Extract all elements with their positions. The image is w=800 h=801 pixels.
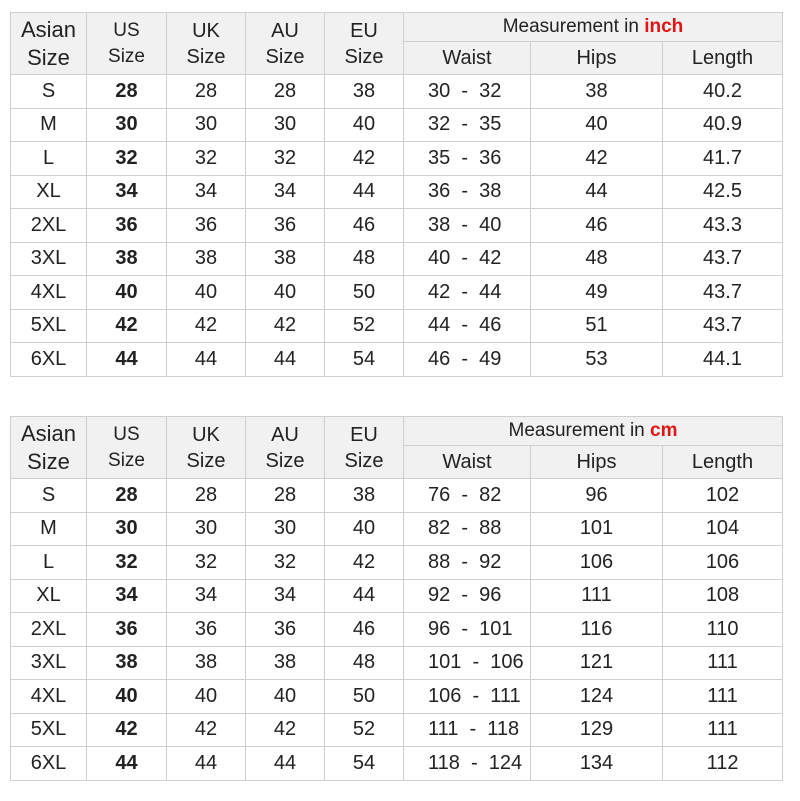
header-au-size: AU Size	[246, 417, 325, 479]
cell-us-size: 44	[87, 343, 167, 377]
cell-au-size: 30	[246, 512, 325, 546]
cell-hips: 121	[531, 646, 663, 680]
cell-uk-size: 40	[167, 680, 246, 714]
cell-au-size: 44	[246, 747, 325, 781]
size-chart-cm	[10, 416, 783, 781]
cell-uk-size: 42	[167, 309, 246, 343]
unit-label: cm	[650, 420, 678, 441]
cell-waist: 96 - 101	[404, 613, 531, 647]
cell-hips: 42	[531, 142, 663, 176]
cell-uk-size: 36	[167, 613, 246, 647]
cell-eu-size: 46	[325, 613, 404, 647]
cell-length: 112	[663, 747, 783, 781]
cell-length: 106	[663, 546, 783, 580]
cell-au-size: 40	[246, 276, 325, 310]
cell-uk-size: 30	[167, 108, 246, 142]
cell-eu-size: 52	[325, 713, 404, 747]
table-row	[11, 646, 783, 680]
cell-us-size: 42	[87, 309, 167, 343]
cell-waist: 118 - 124	[404, 747, 531, 781]
cell-asian-size: 6XL	[11, 343, 87, 377]
table-row	[11, 242, 783, 276]
cell-eu-size: 42	[325, 546, 404, 580]
table-row	[11, 512, 783, 546]
cell-asian-size: M	[11, 512, 87, 546]
table-row	[11, 75, 783, 109]
cell-au-size: 42	[246, 309, 325, 343]
cell-uk-size: 28	[167, 479, 246, 513]
cell-waist: 111 - 118	[404, 713, 531, 747]
cell-hips: 111	[531, 579, 663, 613]
header-asian-size: Asian Size	[11, 417, 87, 479]
cell-au-size: 38	[246, 242, 325, 276]
cell-eu-size: 38	[325, 479, 404, 513]
cell-au-size: 44	[246, 343, 325, 377]
cell-uk-size: 30	[167, 512, 246, 546]
cell-length: 40.2	[663, 75, 783, 109]
cell-length: 43.3	[663, 209, 783, 243]
table-row	[11, 276, 783, 310]
cell-waist: 36 - 38	[404, 175, 531, 209]
cell-asian-size: XL	[11, 579, 87, 613]
cell-uk-size: 32	[167, 142, 246, 176]
cell-hips: 38	[531, 75, 663, 109]
table-row	[11, 108, 783, 142]
cell-uk-size: 42	[167, 713, 246, 747]
cell-eu-size: 54	[325, 747, 404, 781]
header-hips: Hips	[531, 446, 663, 479]
cell-uk-size: 34	[167, 175, 246, 209]
cell-hips: 129	[531, 713, 663, 747]
cell-hips: 49	[531, 276, 663, 310]
cell-asian-size: XL	[11, 175, 87, 209]
cell-us-size: 36	[87, 613, 167, 647]
cell-length: 110	[663, 613, 783, 647]
cell-hips: 44	[531, 175, 663, 209]
cell-asian-size: 4XL	[11, 276, 87, 310]
cell-waist: 46 - 49	[404, 343, 531, 377]
cell-asian-size: 2XL	[11, 613, 87, 647]
cell-asian-size: S	[11, 479, 87, 513]
cell-asian-size: 6XL	[11, 747, 87, 781]
header-eu-size: EU Size	[325, 417, 404, 479]
header-measurement-inch: Measurement in inch	[404, 13, 783, 42]
cell-uk-size: 32	[167, 546, 246, 580]
cell-hips: 53	[531, 343, 663, 377]
cell-us-size: 34	[87, 579, 167, 613]
table-row	[11, 142, 783, 176]
cell-us-size: 44	[87, 747, 167, 781]
cell-length: 111	[663, 646, 783, 680]
header-length: Length	[663, 42, 783, 75]
cell-length: 43.7	[663, 309, 783, 343]
header-au-size: AU Size	[246, 13, 325, 75]
cell-au-size: 40	[246, 680, 325, 714]
cell-us-size: 28	[87, 479, 167, 513]
cell-length: 111	[663, 680, 783, 714]
cell-au-size: 28	[246, 75, 325, 109]
cell-waist: 92 - 96	[404, 579, 531, 613]
cell-eu-size: 44	[325, 579, 404, 613]
cell-eu-size: 40	[325, 512, 404, 546]
header-length: Length	[663, 446, 783, 479]
cell-waist: 82 - 88	[404, 512, 531, 546]
unit-label: inch	[644, 16, 684, 37]
cell-waist: 35 - 36	[404, 142, 531, 176]
cell-length: 40.9	[663, 108, 783, 142]
cell-uk-size: 38	[167, 646, 246, 680]
header-uk-size: UK Size	[167, 417, 246, 479]
cell-eu-size: 44	[325, 175, 404, 209]
cell-us-size: 30	[87, 108, 167, 142]
cell-waist: 101 - 106	[404, 646, 531, 680]
cell-asian-size: S	[11, 75, 87, 109]
cell-hips: 96	[531, 479, 663, 513]
cell-length: 43.7	[663, 242, 783, 276]
cell-asian-size: 2XL	[11, 209, 87, 243]
cell-uk-size: 44	[167, 343, 246, 377]
cell-length: 42.5	[663, 175, 783, 209]
cell-asian-size: 5XL	[11, 713, 87, 747]
cell-waist: 40 - 42	[404, 242, 531, 276]
cell-us-size: 34	[87, 175, 167, 209]
cell-eu-size: 48	[325, 646, 404, 680]
cell-waist: 38 - 40	[404, 209, 531, 243]
cell-us-size: 28	[87, 75, 167, 109]
cell-au-size: 38	[246, 646, 325, 680]
cell-au-size: 32	[246, 142, 325, 176]
cell-asian-size: 3XL	[11, 646, 87, 680]
cell-au-size: 28	[246, 479, 325, 513]
header-waist: Waist	[404, 446, 531, 479]
cell-eu-size: 48	[325, 242, 404, 276]
cell-us-size: 42	[87, 713, 167, 747]
cell-asian-size: M	[11, 108, 87, 142]
header-eu-size: EU Size	[325, 13, 404, 75]
cell-uk-size: 44	[167, 747, 246, 781]
cell-eu-size: 38	[325, 75, 404, 109]
cell-au-size: 42	[246, 713, 325, 747]
cell-us-size: 32	[87, 142, 167, 176]
cell-asian-size: 4XL	[11, 680, 87, 714]
header-measurement-cm: Measurement in cm	[404, 417, 783, 446]
cell-uk-size: 40	[167, 276, 246, 310]
table-row	[11, 309, 783, 343]
cell-us-size: 38	[87, 646, 167, 680]
cell-waist: 30 - 32	[404, 75, 531, 109]
cell-uk-size: 38	[167, 242, 246, 276]
cell-hips: 106	[531, 546, 663, 580]
cell-us-size: 40	[87, 680, 167, 714]
cell-eu-size: 46	[325, 209, 404, 243]
cell-au-size: 36	[246, 613, 325, 647]
cell-length: 43.7	[663, 276, 783, 310]
table-row	[11, 613, 783, 647]
cell-us-size: 40	[87, 276, 167, 310]
cell-us-size: 38	[87, 242, 167, 276]
table-row	[11, 343, 783, 377]
table-row	[11, 546, 783, 580]
table-row	[11, 479, 783, 513]
cell-eu-size: 54	[325, 343, 404, 377]
cell-length: 111	[663, 713, 783, 747]
table-row	[11, 713, 783, 747]
cell-eu-size: 52	[325, 309, 404, 343]
cell-length: 102	[663, 479, 783, 513]
cell-asian-size: 5XL	[11, 309, 87, 343]
cell-us-size: 32	[87, 546, 167, 580]
cell-asian-size: L	[11, 142, 87, 176]
cell-hips: 101	[531, 512, 663, 546]
cell-uk-size: 28	[167, 75, 246, 109]
cell-asian-size: 3XL	[11, 242, 87, 276]
cell-asian-size: L	[11, 546, 87, 580]
header-uk-size: UK Size	[167, 13, 246, 75]
cell-hips: 124	[531, 680, 663, 714]
cell-hips: 48	[531, 242, 663, 276]
cell-waist: 44 - 46	[404, 309, 531, 343]
table-row	[11, 175, 783, 209]
cell-waist: 42 - 44	[404, 276, 531, 310]
cell-waist: 106 - 111	[404, 680, 531, 714]
header-us-size: US Size	[87, 417, 167, 479]
cell-hips: 40	[531, 108, 663, 142]
cell-waist: 76 - 82	[404, 479, 531, 513]
cell-length: 108	[663, 579, 783, 613]
header-hips: Hips	[531, 42, 663, 75]
cell-waist: 32 - 35	[404, 108, 531, 142]
table-row	[11, 747, 783, 781]
cell-uk-size: 36	[167, 209, 246, 243]
cell-eu-size: 40	[325, 108, 404, 142]
cell-au-size: 34	[246, 579, 325, 613]
cell-hips: 46	[531, 209, 663, 243]
cell-au-size: 32	[246, 546, 325, 580]
cell-au-size: 34	[246, 175, 325, 209]
header-asian-size: Asian Size	[11, 13, 87, 75]
header-us-size: US Size	[87, 13, 167, 75]
cell-au-size: 36	[246, 209, 325, 243]
cell-length: 44.1	[663, 343, 783, 377]
cell-waist: 88 - 92	[404, 546, 531, 580]
table-row	[11, 680, 783, 714]
cell-uk-size: 34	[167, 579, 246, 613]
size-chart-inch	[10, 12, 783, 377]
cell-length: 104	[663, 512, 783, 546]
table-row	[11, 579, 783, 613]
cell-us-size: 30	[87, 512, 167, 546]
cell-au-size: 30	[246, 108, 325, 142]
cell-length: 41.7	[663, 142, 783, 176]
cell-hips: 116	[531, 613, 663, 647]
cell-us-size: 36	[87, 209, 167, 243]
table-row	[11, 209, 783, 243]
cell-hips: 51	[531, 309, 663, 343]
cell-eu-size: 50	[325, 276, 404, 310]
cell-eu-size: 42	[325, 142, 404, 176]
header-waist: Waist	[404, 42, 531, 75]
cell-hips: 134	[531, 747, 663, 781]
cell-eu-size: 50	[325, 680, 404, 714]
